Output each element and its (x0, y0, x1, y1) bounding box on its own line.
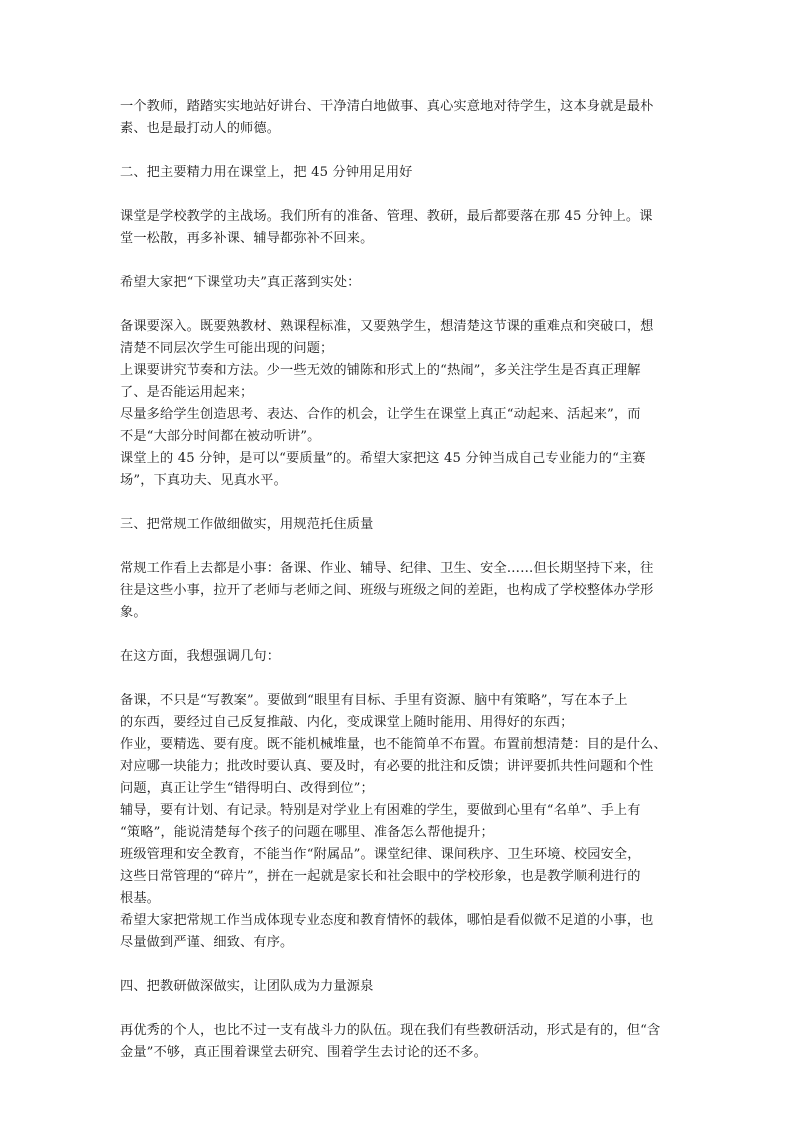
text-line: 尽量做到严谨、细致、有序。 (120, 935, 294, 950)
paragraph-classroom-list (120, 316, 680, 492)
text-line: 问题，真正让学生“错得明白、改得到位”； (120, 781, 374, 796)
paragraph-teacher-ethics (120, 96, 680, 140)
section-heading-3 (120, 514, 680, 536)
heading-line: 四、把教研做深做实，让团队成为力量源泉 (120, 979, 374, 994)
text-line: 对应哪一块能力；批改时要认真、要及时，有必要的批注和反馈；讲评要抓共性问题和个性 (120, 759, 654, 774)
text-line: 课堂上的 45 分钟，是可以“要质量”的。希望大家把这 45 分钟当成自己专业能力的“主赛 (120, 451, 646, 466)
text-line: 班级管理和安全教育，不能当作“附属品”。课堂纪律、课间秩序、卫生环境、校园安全， (120, 847, 641, 862)
text-line: “策略”，能说清楚每个孩子的问题在哪里、准备怎么帮他提升； (120, 825, 494, 840)
document-page (120, 96, 680, 1064)
heading-line: 二、把主要精力用在课堂上，把 45 分钟用足用好 (120, 165, 413, 180)
text-line: 金量”不够，真正围着课堂去研究、围着学生去讨论的还不多。 (120, 1045, 488, 1060)
text-line: 上课要讲究节奏和方法。少一些无效的铺陈和形式上的“热闹”，多关注学生是否真正理解 (120, 363, 641, 378)
text-line: 的东西，要经过自己反复推敲、内化，变成课堂上随时能用、用得好的东西； (120, 715, 574, 730)
paragraph-classroom-main (120, 206, 680, 250)
paragraph-routine-list (120, 690, 680, 954)
text-line: 再优秀的个人，也比不过一支有战斗力的队伍。现在我们有些教研活动，形式是有的，但“含 (120, 1023, 661, 1038)
text-line: 备课要深入。既要熟教材、熟课程标准，又要熟学生，想清楚这节课的重难点和突破口，想 (120, 319, 654, 334)
text-line: 根基。 (120, 891, 161, 906)
text-line: 场”，下真功夫、见真水平。 (120, 473, 287, 488)
heading-line: 三、把常规工作做细做实，用规范托住质量 (120, 517, 374, 532)
text-line: 在这方面，我想强调几句： (120, 649, 281, 664)
text-line: 往是这些小事，拉开了老师与老师之间、班级与班级之间的差距，也构成了学校整体办学形 (120, 583, 654, 598)
paragraph-teaching-research (120, 1020, 680, 1064)
text-line: 象。 (120, 605, 147, 620)
text-line: 常规工作看上去都是小事：备课、作业、辅导、纪律、卫生、安全……但长期坚持下来，往 (120, 561, 654, 576)
text-line: 希望大家把“下课堂功夫”真正落到实处： (120, 275, 361, 290)
text-line: 清楚不同层次学生可能出现的问题； (120, 341, 334, 356)
text-line: 不是“大部分时间都在被动听讲”。 (120, 429, 321, 444)
text-line: 课堂是学校教学的主战场。我们所有的准备、管理、教研，最后都要落在那 45 分钟上。课 (120, 209, 653, 224)
text-line: 素、也是最打动人的师德。 (120, 121, 281, 136)
section-heading-4 (120, 976, 680, 998)
text-line: 作业，要精选、要有度。既不能机械堆量，也不能简单不布置。布置前想清楚：目的是什么、 (120, 737, 667, 752)
text-line: 堂一松散，再多补课、辅导都弥补不回来。 (120, 231, 374, 246)
text-line: 了、是否能运用起来； (120, 385, 254, 400)
text-line: 辅导，要有计划、有记录。特别是对学业上有困难的学生，要做到心里有“名单”、手上有 (120, 803, 641, 818)
text-line: 尽量多给学生创造思考、表达、合作的机会，让学生在课堂上真正“动起来、活起来”，而 (120, 407, 641, 422)
text-line: 希望大家把常规工作当成体现专业态度和教育情怀的载体，哪怕是看似微不足道的小事，也 (120, 913, 654, 928)
paragraph-emphasis (120, 646, 680, 668)
paragraph-routine-work (120, 558, 680, 624)
section-heading-2 (120, 162, 680, 184)
text-line: 备课，不只是“写教案”。要做到“眼里有目标、手里有资源、脑中有策略”，写在本子上 (120, 693, 628, 708)
text-line: 一个教师，踏踏实实地站好讲台、干净清白地做事、真心实意地对待学生，这本身就是最朴 (120, 99, 654, 114)
paragraph-hope (120, 272, 680, 294)
text-line: 这些日常管理的“碎片”，拼在一起就是家长和社会眼中的学校形象，也是教学顺利进行的 (120, 869, 641, 884)
